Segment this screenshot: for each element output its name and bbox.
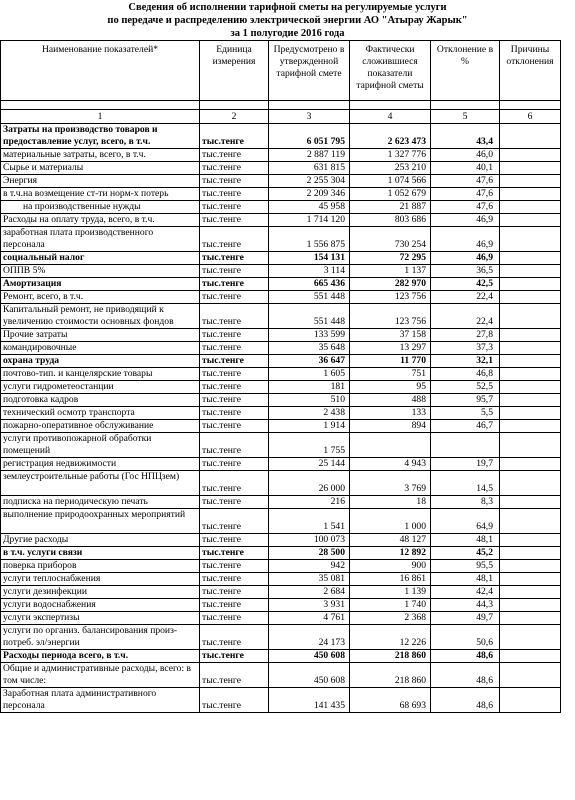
row-actual: 218 860 [350, 650, 431, 663]
row-deviation: 48,6 [431, 663, 500, 688]
row-planned: 3 114 [269, 265, 350, 278]
row-name: в т.ч.на возмещение ст-ти норм-х потерь [1, 188, 200, 201]
row-actual: 123 756 [350, 291, 431, 304]
row-planned: 1 714 120 [269, 214, 350, 227]
row-planned: 24 173 [269, 625, 350, 650]
row-deviation: 46,8 [431, 368, 500, 381]
row-reason [500, 394, 561, 407]
row-deviation: 47,6 [431, 175, 500, 188]
row-unit: тыс.тенге [200, 407, 269, 420]
row-unit: тыс.тенге [200, 560, 269, 573]
row-actual: 11 770 [350, 355, 431, 368]
row-actual: 1 327 776 [350, 149, 431, 162]
row-deviation: 14,5 [431, 471, 500, 496]
row-reason [500, 420, 561, 433]
row-reason [500, 625, 561, 650]
row-planned: 551 448 [269, 291, 350, 304]
title-line-3: за 1 полугодие 2016 года [230, 28, 345, 39]
row-planned: 35 081 [269, 573, 350, 586]
row-deviation: 46,9 [431, 252, 500, 265]
table-row [1, 291, 561, 304]
row-deviation: 27,8 [431, 329, 500, 342]
row-name: в т.ч. услуги связи [1, 547, 200, 560]
row-reason [500, 496, 561, 509]
row-name: услуги по организ. балансирования произ-потреб. эл/энергии [1, 625, 200, 650]
row-name: на производственные нужды [1, 201, 200, 214]
row-deviation: 37,3 [431, 342, 500, 355]
row-reason [500, 175, 561, 188]
row-name: почтово-тип. и канцелярские товары [1, 368, 200, 381]
row-actual: 1 052 679 [350, 188, 431, 201]
row-planned: 2 887 119 [269, 149, 350, 162]
row-unit: тыс.тенге [200, 534, 269, 547]
row-name: пожарно-оперативное обслуживание [1, 420, 200, 433]
row-unit: тыс.тенге [200, 663, 269, 688]
table-row [1, 149, 561, 162]
table-row [1, 175, 561, 188]
row-actual: 133 [350, 407, 431, 420]
table-row [1, 547, 561, 560]
row-deviation: 8,3 [431, 496, 500, 509]
row-reason [500, 560, 561, 573]
row-planned: 141 435 [269, 688, 350, 713]
row-deviation: 47,6 [431, 188, 500, 201]
row-name: ОППВ 5% [1, 265, 200, 278]
row-name: Капитальный ремонт, не приводящий к увеличению стоимости основных фондов [1, 304, 200, 329]
row-unit: тыс.тенге [200, 625, 269, 650]
row-reason [500, 355, 561, 368]
row-deviation: 48,6 [431, 650, 500, 663]
row-planned: 100 073 [269, 534, 350, 547]
row-unit: тыс.тенге [200, 586, 269, 599]
row-name: Расходы периода всего, в т.ч. [1, 650, 200, 663]
row-reason [500, 304, 561, 329]
row-deviation: 32,1 [431, 355, 500, 368]
row-reason [500, 573, 561, 586]
row-planned: 665 436 [269, 278, 350, 291]
row-deviation [431, 433, 500, 458]
row-planned: 2 209 346 [269, 188, 350, 201]
row-unit: тыс.тенге [200, 650, 269, 663]
row-actual: 1 139 [350, 586, 431, 599]
row-unit: тыс.тенге [200, 420, 269, 433]
row-reason [500, 214, 561, 227]
table-row [1, 586, 561, 599]
row-unit: тыс.тенге [200, 278, 269, 291]
row-deviation: 48,6 [431, 688, 500, 713]
row-planned: 216 [269, 496, 350, 509]
table-row [1, 342, 561, 355]
row-reason [500, 534, 561, 547]
row-planned: 4 761 [269, 612, 350, 625]
row-planned: 2 684 [269, 586, 350, 599]
row-planned: 6 051 795 [269, 124, 350, 149]
row-actual: 4 943 [350, 458, 431, 471]
row-name: услуги дезинфекции [1, 586, 200, 599]
row-unit: тыс.тенге [200, 214, 269, 227]
table-row [1, 201, 561, 214]
table-row [1, 265, 561, 278]
row-deviation: 48,1 [431, 573, 500, 586]
row-name: регистрация недвижимости [1, 458, 200, 471]
row-reason [500, 149, 561, 162]
row-planned: 1 914 [269, 420, 350, 433]
row-actual: 894 [350, 420, 431, 433]
row-actual: 123 756 [350, 304, 431, 329]
row-planned: 1 605 [269, 368, 350, 381]
row-actual: 751 [350, 368, 431, 381]
row-reason [500, 381, 561, 394]
row-unit: тыс.тенге [200, 547, 269, 560]
row-actual: 2 368 [350, 612, 431, 625]
row-unit: тыс.тенге [200, 471, 269, 496]
table-row [1, 188, 561, 201]
row-name: подготовка кадров [1, 394, 200, 407]
row-planned: 450 608 [269, 663, 350, 688]
row-deviation: 19,7 [431, 458, 500, 471]
row-actual: 16 861 [350, 573, 431, 586]
row-planned: 45 958 [269, 201, 350, 214]
row-unit: тыс.тенге [200, 252, 269, 265]
row-name: услуги противопожарной обработки помещений [1, 433, 200, 458]
row-name: Сырье и материалы [1, 162, 200, 175]
row-name: материальные затраты, всего, в т.ч. [1, 149, 200, 162]
table-row [1, 496, 561, 509]
row-unit: тыс.тенге [200, 509, 269, 534]
column-number: 4 [350, 110, 431, 124]
row-name: командировочные [1, 342, 200, 355]
row-reason [500, 342, 561, 355]
column-number: 1 [1, 110, 200, 124]
row-planned: 1 556 875 [269, 227, 350, 252]
row-deviation: 5,5 [431, 407, 500, 420]
row-unit: тыс.тенге [200, 688, 269, 713]
row-actual: 18 [350, 496, 431, 509]
row-planned: 25 144 [269, 458, 350, 471]
row-name: услуги гидрометеостанции [1, 381, 200, 394]
table-row [1, 509, 561, 534]
row-reason [500, 368, 561, 381]
row-unit: тыс.тенге [200, 291, 269, 304]
row-name: подписка на периодическую печать [1, 496, 200, 509]
row-reason [500, 471, 561, 496]
row-planned: 26 000 [269, 471, 350, 496]
row-planned: 28 500 [269, 547, 350, 560]
row-unit: тыс.тенге [200, 188, 269, 201]
row-planned: 2 255 304 [269, 175, 350, 188]
table-row [1, 573, 561, 586]
row-unit: тыс.тенге [200, 355, 269, 368]
row-planned: 631 815 [269, 162, 350, 175]
column-number: 6 [500, 110, 561, 124]
row-planned: 1 541 [269, 509, 350, 534]
row-actual: 12 892 [350, 547, 431, 560]
row-name: Общие и административные расходы, всего: в том числе: [1, 663, 200, 688]
row-unit: тыс.тенге [200, 394, 269, 407]
row-actual: 1 000 [350, 509, 431, 534]
table-row [1, 368, 561, 381]
row-name: Амортизация [1, 278, 200, 291]
row-name: технический осмотр транспорта [1, 407, 200, 420]
row-deviation: 49,7 [431, 612, 500, 625]
header-row [1, 41, 561, 101]
row-reason [500, 162, 561, 175]
row-actual: 803 686 [350, 214, 431, 227]
row-unit: тыс.тенге [200, 265, 269, 278]
row-planned: 551 448 [269, 304, 350, 329]
row-reason [500, 433, 561, 458]
row-name: Заработная плата административного персонала [1, 688, 200, 713]
row-name: Другие расходы [1, 534, 200, 547]
spacer-row [1, 101, 561, 110]
table-row [1, 124, 561, 149]
row-actual: 37 158 [350, 329, 431, 342]
row-planned: 3 931 [269, 599, 350, 612]
row-actual: 1 137 [350, 265, 431, 278]
row-name: социальный налог [1, 252, 200, 265]
row-actual: 253 210 [350, 162, 431, 175]
row-planned: 1 755 [269, 433, 350, 458]
row-unit: тыс.тенге [200, 599, 269, 612]
row-name: Затраты на производство товаров и предоставление услуг, всего, в т.ч. [1, 124, 200, 149]
row-reason [500, 329, 561, 342]
row-deviation: 52,5 [431, 381, 500, 394]
row-planned: 510 [269, 394, 350, 407]
row-deviation: 40,1 [431, 162, 500, 175]
row-actual: 72 295 [350, 252, 431, 265]
header-deviation: Отклонение в % [431, 41, 500, 101]
header-unit: Единица измерения [200, 41, 269, 101]
row-planned: 35 648 [269, 342, 350, 355]
table-row [1, 355, 561, 368]
row-actual: 21 887 [350, 201, 431, 214]
row-reason [500, 278, 561, 291]
row-unit: тыс.тенге [200, 458, 269, 471]
row-deviation: 44,3 [431, 599, 500, 612]
row-actual: 13 297 [350, 342, 431, 355]
table-row [1, 560, 561, 573]
table-row [1, 458, 561, 471]
tariff-estimate-table [0, 40, 561, 713]
row-reason [500, 291, 561, 304]
row-name: Расходы на оплату труда, всего, в т.ч. [1, 214, 200, 227]
table-row [1, 650, 561, 663]
title-line-1: Сведения об исполнении тарифной сметы на регулируемые услуги [128, 2, 447, 13]
row-actual: 218 860 [350, 663, 431, 688]
table-row [1, 329, 561, 342]
row-planned: 942 [269, 560, 350, 573]
row-name: выполнение природоохранных мероприятий [1, 509, 200, 534]
header-planned: Предусмотрено в утвержденной тарифной смете [269, 41, 350, 101]
row-actual: 68 693 [350, 688, 431, 713]
row-deviation: 48,1 [431, 534, 500, 547]
row-deviation: 36,5 [431, 265, 500, 278]
row-unit: тыс.тенге [200, 304, 269, 329]
row-unit: тыс.тенге [200, 201, 269, 214]
row-reason [500, 407, 561, 420]
title-line-2: по передаче и распределению электрической энергии АО "Атырау Жарык" [107, 15, 468, 26]
row-deviation: 45,2 [431, 547, 500, 560]
row-reason [500, 547, 561, 560]
row-name: землеустроительные работы (Гос НПЦзем) [1, 471, 200, 496]
table-row [1, 433, 561, 458]
row-reason [500, 188, 561, 201]
row-unit: тыс.тенге [200, 149, 269, 162]
row-actual: 48 127 [350, 534, 431, 547]
table-row [1, 688, 561, 713]
column-number: 2 [200, 110, 269, 124]
table-row [1, 214, 561, 227]
row-deviation: 95,7 [431, 394, 500, 407]
row-name: Энергия [1, 175, 200, 188]
row-reason [500, 688, 561, 713]
row-reason [500, 586, 561, 599]
row-deviation: 50,6 [431, 625, 500, 650]
row-unit: тыс.тенге [200, 342, 269, 355]
row-deviation: 47,6 [431, 201, 500, 214]
row-deviation: 95,5 [431, 560, 500, 573]
row-reason [500, 509, 561, 534]
row-reason [500, 458, 561, 471]
column-number: 3 [269, 110, 350, 124]
row-reason [500, 663, 561, 688]
row-planned: 2 438 [269, 407, 350, 420]
row-actual [350, 433, 431, 458]
row-name: услуги теплоснабжения [1, 573, 200, 586]
table-row [1, 381, 561, 394]
row-deviation: 22,4 [431, 304, 500, 329]
row-unit: тыс.тенге [200, 175, 269, 188]
row-planned: 154 131 [269, 252, 350, 265]
row-reason [500, 124, 561, 149]
row-actual: 2 623 473 [350, 124, 431, 149]
row-actual: 1 074 566 [350, 175, 431, 188]
row-name: услуги водоснабжения [1, 599, 200, 612]
row-name: поверка приборов [1, 560, 200, 573]
table-row [1, 612, 561, 625]
row-reason [500, 650, 561, 663]
table-row [1, 471, 561, 496]
row-reason [500, 252, 561, 265]
table-row [1, 394, 561, 407]
row-name: Прочие затраты [1, 329, 200, 342]
row-unit: тыс.тенге [200, 368, 269, 381]
row-name: заработная плата производственного персонала [1, 227, 200, 252]
row-reason [500, 599, 561, 612]
row-deviation: 46,9 [431, 214, 500, 227]
row-deviation: 46,9 [431, 227, 500, 252]
row-unit: тыс.тенге [200, 124, 269, 149]
row-planned: 450 608 [269, 650, 350, 663]
header-name: Наименование показателей* [1, 41, 200, 101]
row-name: охрана труда [1, 355, 200, 368]
row-deviation: 42,4 [431, 586, 500, 599]
row-deviation: 64,9 [431, 509, 500, 534]
row-unit: тыс.тенге [200, 162, 269, 175]
table-row [1, 252, 561, 265]
table-row [1, 625, 561, 650]
row-deviation: 43,4 [431, 124, 500, 149]
table-row [1, 420, 561, 433]
row-unit: тыс.тенге [200, 496, 269, 509]
row-planned: 181 [269, 381, 350, 394]
table-row [1, 599, 561, 612]
table-row [1, 162, 561, 175]
row-actual: 95 [350, 381, 431, 394]
table-row [1, 663, 561, 688]
row-actual: 282 970 [350, 278, 431, 291]
row-deviation: 42,5 [431, 278, 500, 291]
row-actual: 488 [350, 394, 431, 407]
row-actual: 12 226 [350, 625, 431, 650]
row-actual: 1 740 [350, 599, 431, 612]
row-reason [500, 612, 561, 625]
row-planned: 133 599 [269, 329, 350, 342]
row-deviation: 46,0 [431, 149, 500, 162]
row-deviation: 22,4 [431, 291, 500, 304]
table-row [1, 407, 561, 420]
row-name: услуги экспертизы [1, 612, 200, 625]
row-planned: 36 647 [269, 355, 350, 368]
row-actual: 3 769 [350, 471, 431, 496]
row-actual: 730 254 [350, 227, 431, 252]
table-row [1, 278, 561, 291]
row-actual: 900 [350, 560, 431, 573]
table-row [1, 304, 561, 329]
row-reason [500, 227, 561, 252]
header-actual: Фактически сложившиеся показатели тарифной сметы [350, 41, 431, 101]
row-unit: тыс.тенге [200, 381, 269, 394]
row-reason [500, 201, 561, 214]
row-reason [500, 265, 561, 278]
row-deviation: 46,7 [431, 420, 500, 433]
table-row [1, 534, 561, 547]
row-name: Ремонт, всего, в т.ч. [1, 291, 200, 304]
row-unit: тыс.тенге [200, 573, 269, 586]
document-title [0, 0, 575, 40]
column-number-row [1, 110, 561, 124]
row-unit: тыс.тенге [200, 329, 269, 342]
column-number: 5 [431, 110, 500, 124]
row-unit: тыс.тенге [200, 227, 269, 252]
table-row [1, 227, 561, 252]
row-unit: тыс.тенге [200, 612, 269, 625]
header-reasons: Причины отклонения [500, 41, 561, 101]
row-unit: тыс.тенге [200, 433, 269, 458]
